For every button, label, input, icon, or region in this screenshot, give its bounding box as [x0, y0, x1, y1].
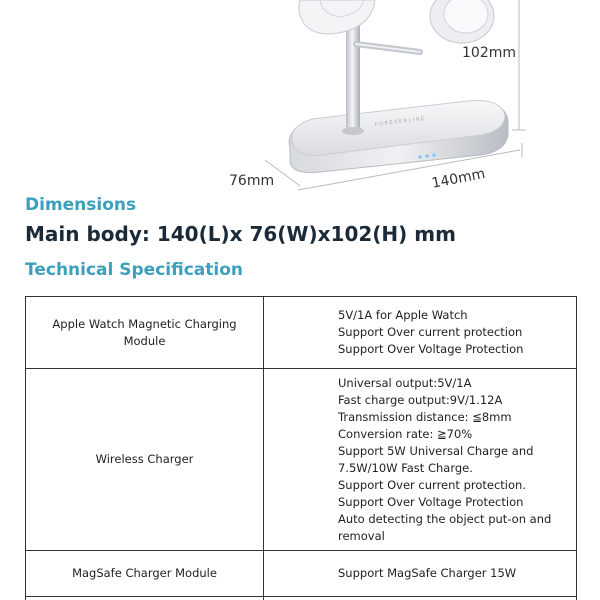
- dimensions-heading: Dimensions: [25, 195, 137, 215]
- spec-line: Conversion rate: ≧70%: [338, 426, 473, 441]
- spec-description-cell: [264, 297, 577, 369]
- svg-text:FOREVERLINE: FOREVERLINE: [374, 115, 427, 128]
- width-dimension-label: 76mm: [229, 173, 275, 189]
- spec-line: Support Over current protection.: [338, 477, 526, 492]
- spec-line: Fast charge output:9V/1.12A: [338, 392, 503, 407]
- spec-line: 7.5W/10W Fast Charge.: [338, 460, 473, 475]
- height-dimension-label: 102mm: [462, 45, 516, 61]
- spec-line: removal: [338, 528, 385, 543]
- product-illustration: [0, 0, 600, 195]
- charging-stand-drawing: [0, 0, 600, 195]
- length-dimension-label: 140mm: [430, 165, 487, 192]
- spec-description-cell: [264, 369, 577, 551]
- spec-line: Universal output:5V/1A: [338, 375, 472, 390]
- spec-description-cell: [264, 597, 577, 600]
- phone-pad: [299, 0, 375, 34]
- stand-pole: [346, 20, 360, 132]
- spec-line: Transmission distance: ≦8mm: [338, 409, 512, 424]
- spec-name-cell: Wireless Charger: [26, 369, 264, 551]
- table-row: [26, 597, 577, 600]
- spec-line: Support Over Voltage Protection: [338, 494, 524, 509]
- table-row: [26, 297, 577, 369]
- table-row: [26, 551, 577, 597]
- spec-description-cell: [264, 551, 577, 597]
- spec-line: Support Over Voltage Protection: [338, 342, 524, 356]
- spec-table: [25, 296, 577, 600]
- main-body-dimensions: Main body: 140(L)x 76(W)x102(H) mm: [25, 222, 456, 246]
- spec-name-cell: [26, 597, 264, 600]
- spec-name-cell: Apple Watch Magnetic Charging Module: [26, 297, 264, 369]
- technical-specification-heading: Technical Specification: [25, 260, 244, 280]
- spec-line: Support MagSafe Charger 15W: [338, 566, 517, 580]
- spec-line: Auto detecting the object put-on and: [338, 511, 552, 526]
- table-row: [26, 369, 577, 551]
- spec-line: Support 5W Universal Charge and: [338, 443, 534, 458]
- spec-name-cell: MagSafe Charger Module: [26, 551, 264, 597]
- spec-line: 5V/1A for Apple Watch: [338, 308, 468, 322]
- spec-line: Support Over current protection: [338, 325, 523, 339]
